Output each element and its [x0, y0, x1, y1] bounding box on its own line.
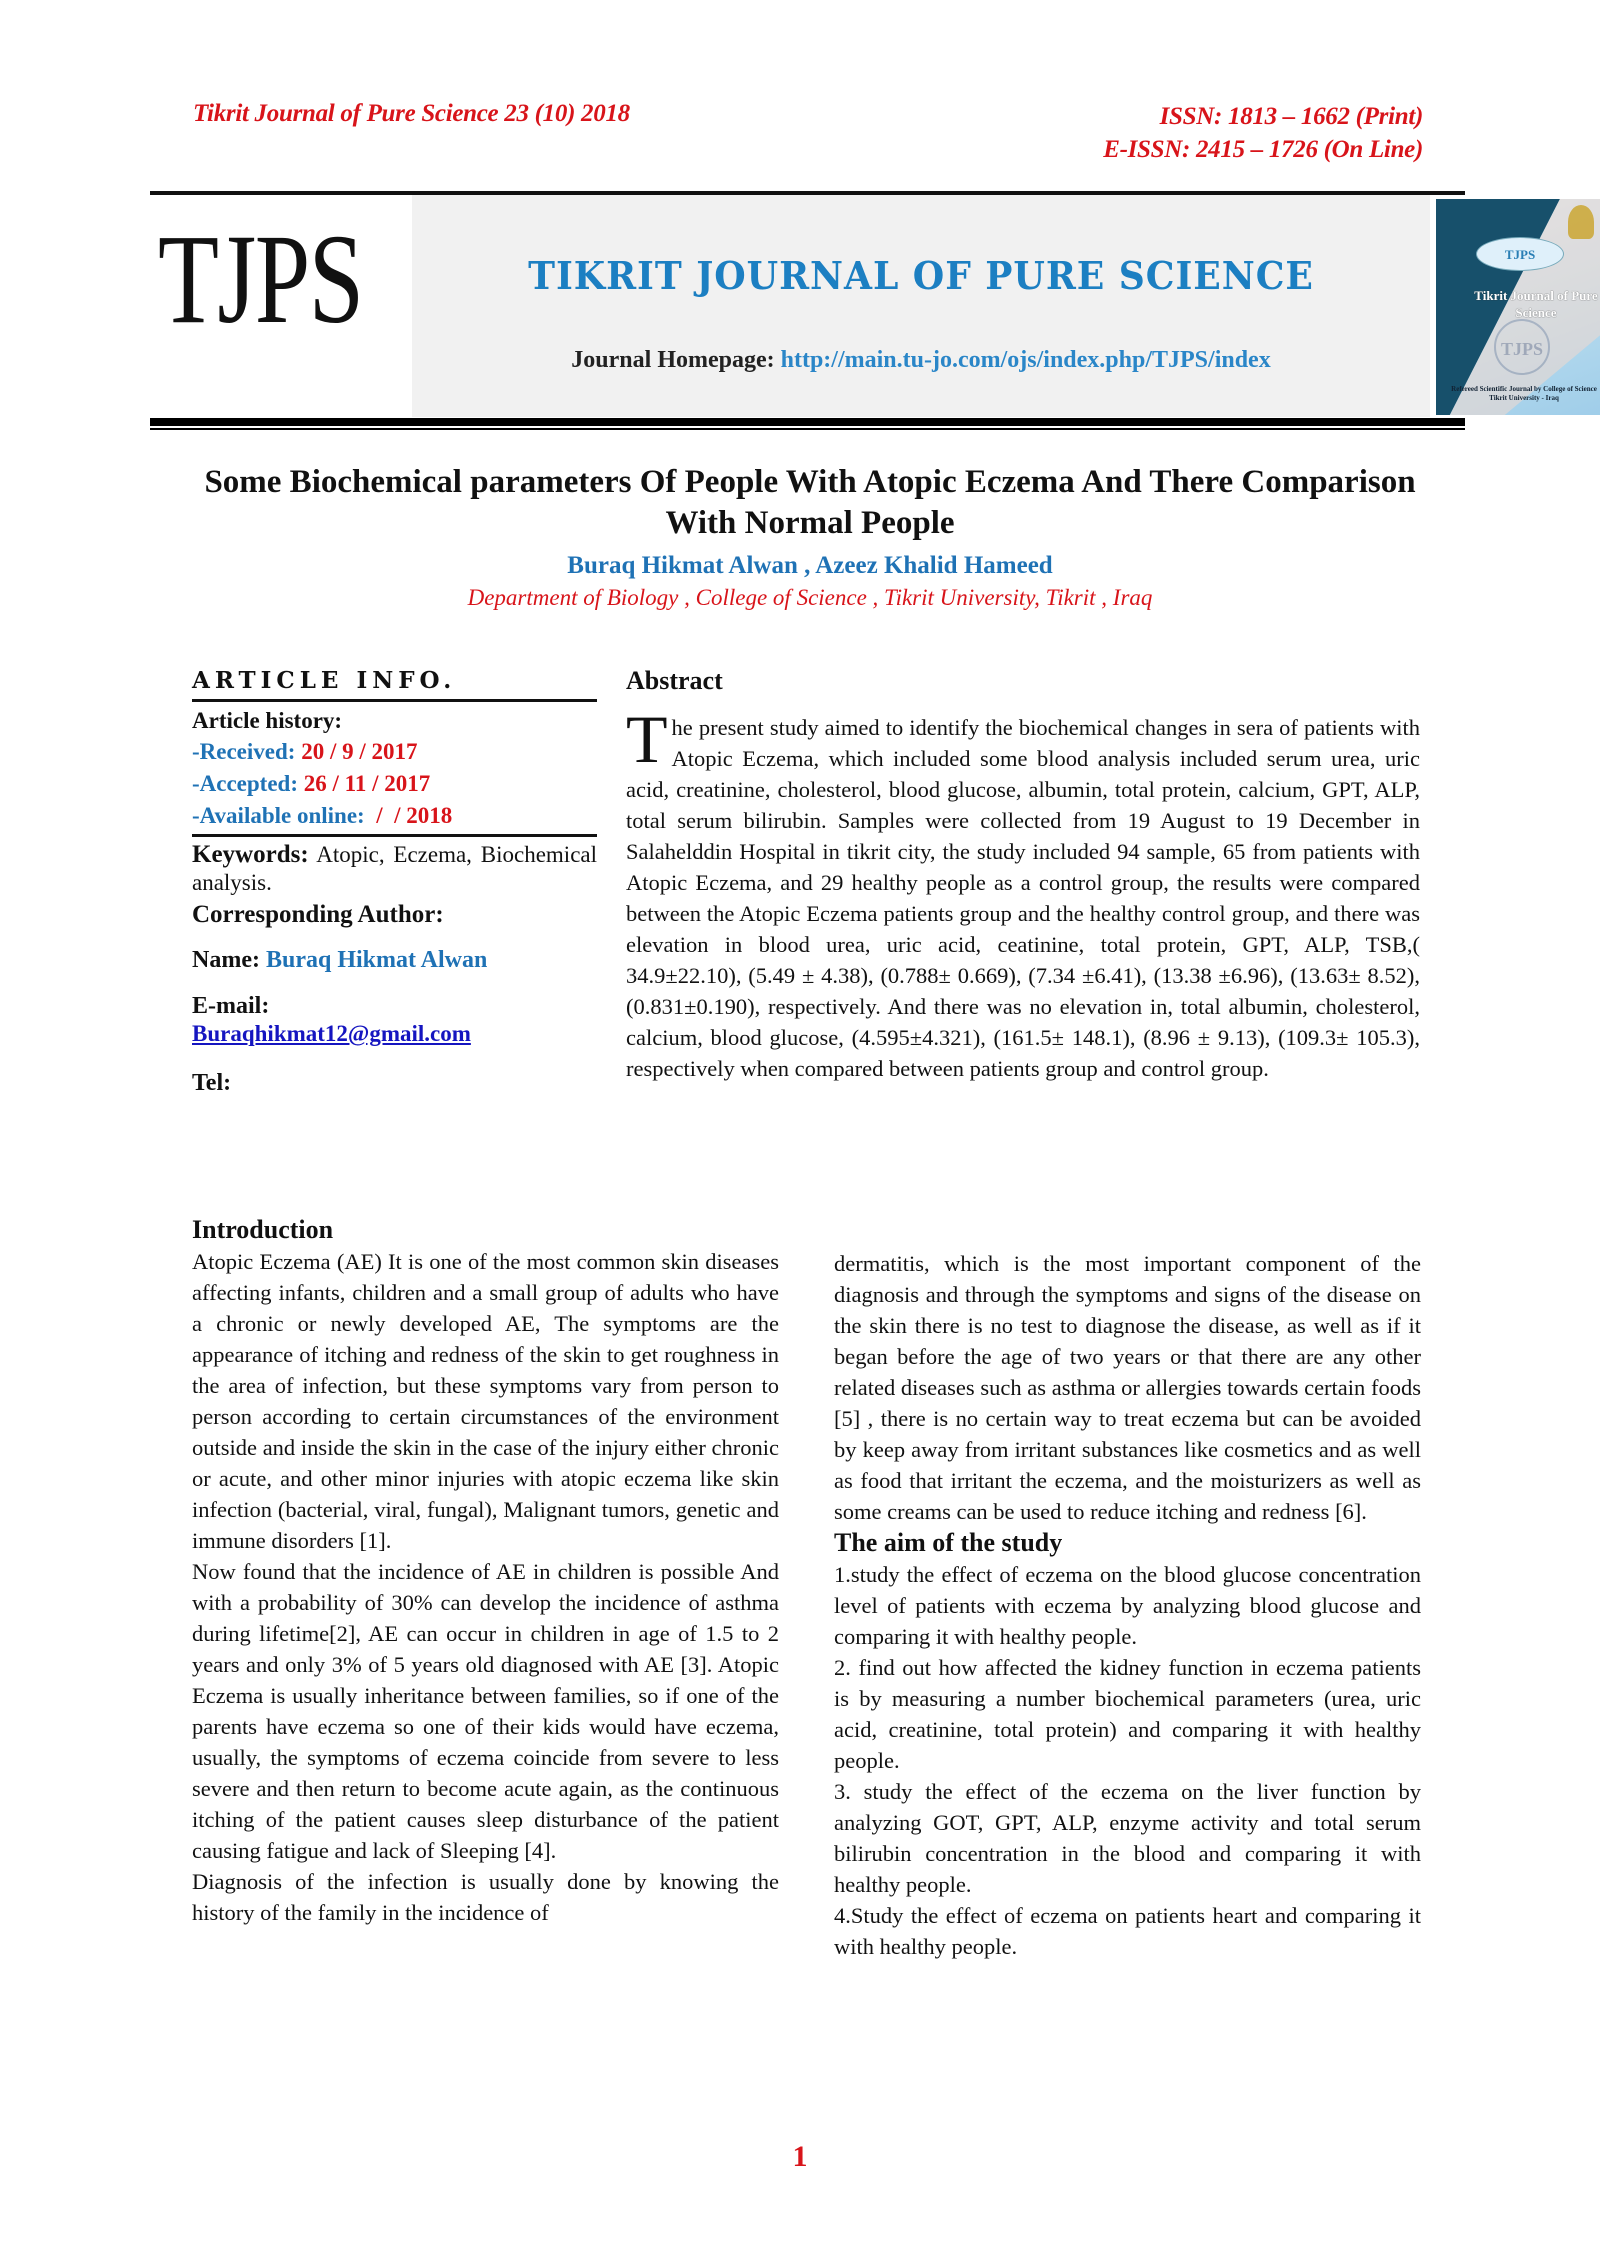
running-head	[193, 100, 1423, 170]
journal-name: TIKRIT JOURNAL OF PURE SCIENCE	[528, 253, 1314, 298]
divider	[192, 699, 597, 702]
aim-item: 4.Study the effect of eczema on patients heart and comparing it with healthy people.	[834, 1903, 1421, 1959]
masthead-band	[412, 195, 1430, 417]
cover-title: Tikrit Journal of Pure Science	[1474, 288, 1598, 320]
homepage-label: Journal Homepage:	[571, 347, 781, 373]
aim-item: 2. find out how affected the kidney function in eczema patients is by measuring a number biochemical parameters (urea, uric acid, creatinine, total protein) and comparing it with healthy people.	[834, 1655, 1421, 1773]
column-right	[834, 1248, 1421, 1962]
masthead-bottom-rule	[150, 418, 1465, 426]
journal-homepage	[412, 347, 1430, 374]
tjps-logo: TJPS	[158, 208, 363, 350]
history-available-online: -Available online: / / 2018	[192, 803, 453, 828]
paper-affiliation: Department of Biology , College of Science , Tikrit University, Tikrit , Iraq	[467, 585, 1153, 610]
keywords	[192, 841, 597, 897]
journal-citation: Tikrit Journal of Pure Science 23 (10) 2018	[193, 100, 630, 127]
page-number: 1	[792, 2140, 808, 2173]
paper-title: Some Biochemical parameters Of People With Atopic Eczema And There Comparison With Normal People	[204, 464, 1416, 541]
aim-item: 3. study the effect of the eczema on the liver function by analyzing GOT, GPT, ALP, enzyme activity and total serum bilirubin concentration in the blood and comparing it with healthy people.	[834, 1779, 1421, 1897]
aim-item: 1.study the effect of eczema on the blood glucose concentration level of patients with eczema by analyzing blood glucose and comparing it with healthy people.	[834, 1562, 1421, 1649]
masthead	[150, 195, 1598, 417]
abstract	[626, 664, 1420, 1084]
column-left	[192, 1214, 779, 1928]
introduction-heading: Introduction	[192, 1215, 334, 1244]
abstract-body: The present study aimed to identify the biochemical changes in sera of patients with Atopic Eczema, which included some blood analysis included serum urea, uric acid, creatinine, cholesterol, blood glucose, albumin, total protein, calcium, GPT, ALP, total serum bilirubin. Samples were collected from 19 August to 19 December in Salahelddin Hospital in tikrit city, the study included 94 sample, 65 from patients with Atopic Eczema, and 29 healthy people as a control group, the results were compared between the Atopic Eczema patients group and the healthy control group, and there was elevation in blood urea, uric acid, ceatinine, total protein, GPT, ALP, TSB,( 34.9±22.10), (5.49 ± 4.38), (0.788± 0.669), (7.34 ±6.41), (13.38 ±6.96), (13.63± 8.52), (0.831±0.190), respectively. And there was no elevation in, total albumin, cholesterol, calcium, blood glucose, (4.595±4.321), (161.5± 148.1), (8.96 ± 9.13), (109.3± 105.3), respectively when compared between patients group and control group.	[626, 701, 1420, 1081]
university-emblem-icon	[1568, 205, 1594, 239]
article-info	[192, 665, 597, 1097]
tel-label: Tel:	[192, 1070, 232, 1096]
masthead-bottom-rule-thin	[150, 428, 1465, 430]
corresponding-author-label: Corresponding Author:	[192, 901, 444, 928]
history-received: -Received: 20 / 9 / 2017	[192, 739, 418, 764]
abstract-heading: Abstract	[626, 666, 723, 695]
paragraph: dermatitis, which is the most important component of the diagnosis and through the symptoms and signs of the disease on the skin there is no test to diagnose the disease, as well as if it began before the age of two years or that there are any other related diseases such as asthma or allergies towards certain foods [5] , there is no certain way to treat eczema but can be avoided by keep away from irritant substances like cosmetics and as well as food that irritant the eczema, and the moisturizers as well as some creams can be used to reduce itching and redness [6].	[834, 1251, 1421, 1524]
email-label: E-mail:	[192, 993, 270, 1019]
issn-block	[1103, 100, 1423, 166]
cover-oval: TJPS	[1476, 237, 1564, 271]
issn-online: E-ISSN: 2415 – 1726 (On Line)	[1103, 136, 1423, 163]
paper-authors: Buraq Hikmat Alwan , Azeez Khalid Hameed	[567, 552, 1053, 579]
keywords-label: Keywords:	[192, 841, 309, 868]
paragraph: Diagnosis of the infection is usually done by knowing the history of the family in the incidence of	[192, 1869, 779, 1925]
homepage-link[interactable]: http://main.tu-jo.com/ojs/index.php/TJPS/index	[780, 347, 1271, 373]
author-name: Name: Buraq Hikmat Alwan	[192, 947, 488, 973]
cover-footer: Refereed Scientific Journal by College of Science Tikrit University - Iraq	[1451, 385, 1597, 402]
drop-cap: T	[626, 701, 668, 777]
article-info-heading: ARTICLE INFO.	[192, 667, 457, 694]
cover-seal-icon: TJPS	[1494, 319, 1550, 375]
keywords-value: Atopic, Eczema, Biochemical analysis.	[192, 842, 597, 895]
issn-print: ISSN: 1813 – 1662 (Print)	[1159, 103, 1423, 130]
paragraph: Now found that the incidence of AE in children is possible And with a probability of 30% can develop the incidence of asthma during lifetime[2], AE can occur in children in age of 1.5 to 2 years and only 3% of 5 years old diagnosed with AE [3]. Atopic Eczema is usually inheritance between families, so if one of the parents have eczema so one of their kids would have eczema, usually, the symptoms of eczema coincide from severe to less severe and then return to become acute again, as the continuous itching of the patient causes sleep disturbance of the patient causing fatigue and lack of Sleeping [4].	[192, 1559, 779, 1863]
history-accepted: -Accepted: 26 / 11 / 2017	[192, 771, 431, 796]
divider	[192, 834, 597, 837]
paragraph: Atopic Eczema (AE) It is one of the most common skin diseases affecting infants, children and a small group of adults who have a chronic or newly developed AE, The symptoms are the appearance of itching and redness of the skin to get roughness in the area of infection, but these symptoms vary from person to person according to certain circumstances of the environment outside and inside the skin in the case of the injury either chronic or acute, and other minor injuries with atopic eczema like skin infection (bacterial, viral, fungal), Malignant tumors, genetic and immune disorders [1].	[192, 1249, 779, 1553]
article-history-label: Article history:	[192, 708, 343, 733]
journal-cover-image	[1436, 199, 1600, 415]
aim-heading: The aim of the study	[834, 1528, 1063, 1557]
email-link[interactable]: Buraqhikmat12@gmail.com	[192, 1021, 471, 1046]
